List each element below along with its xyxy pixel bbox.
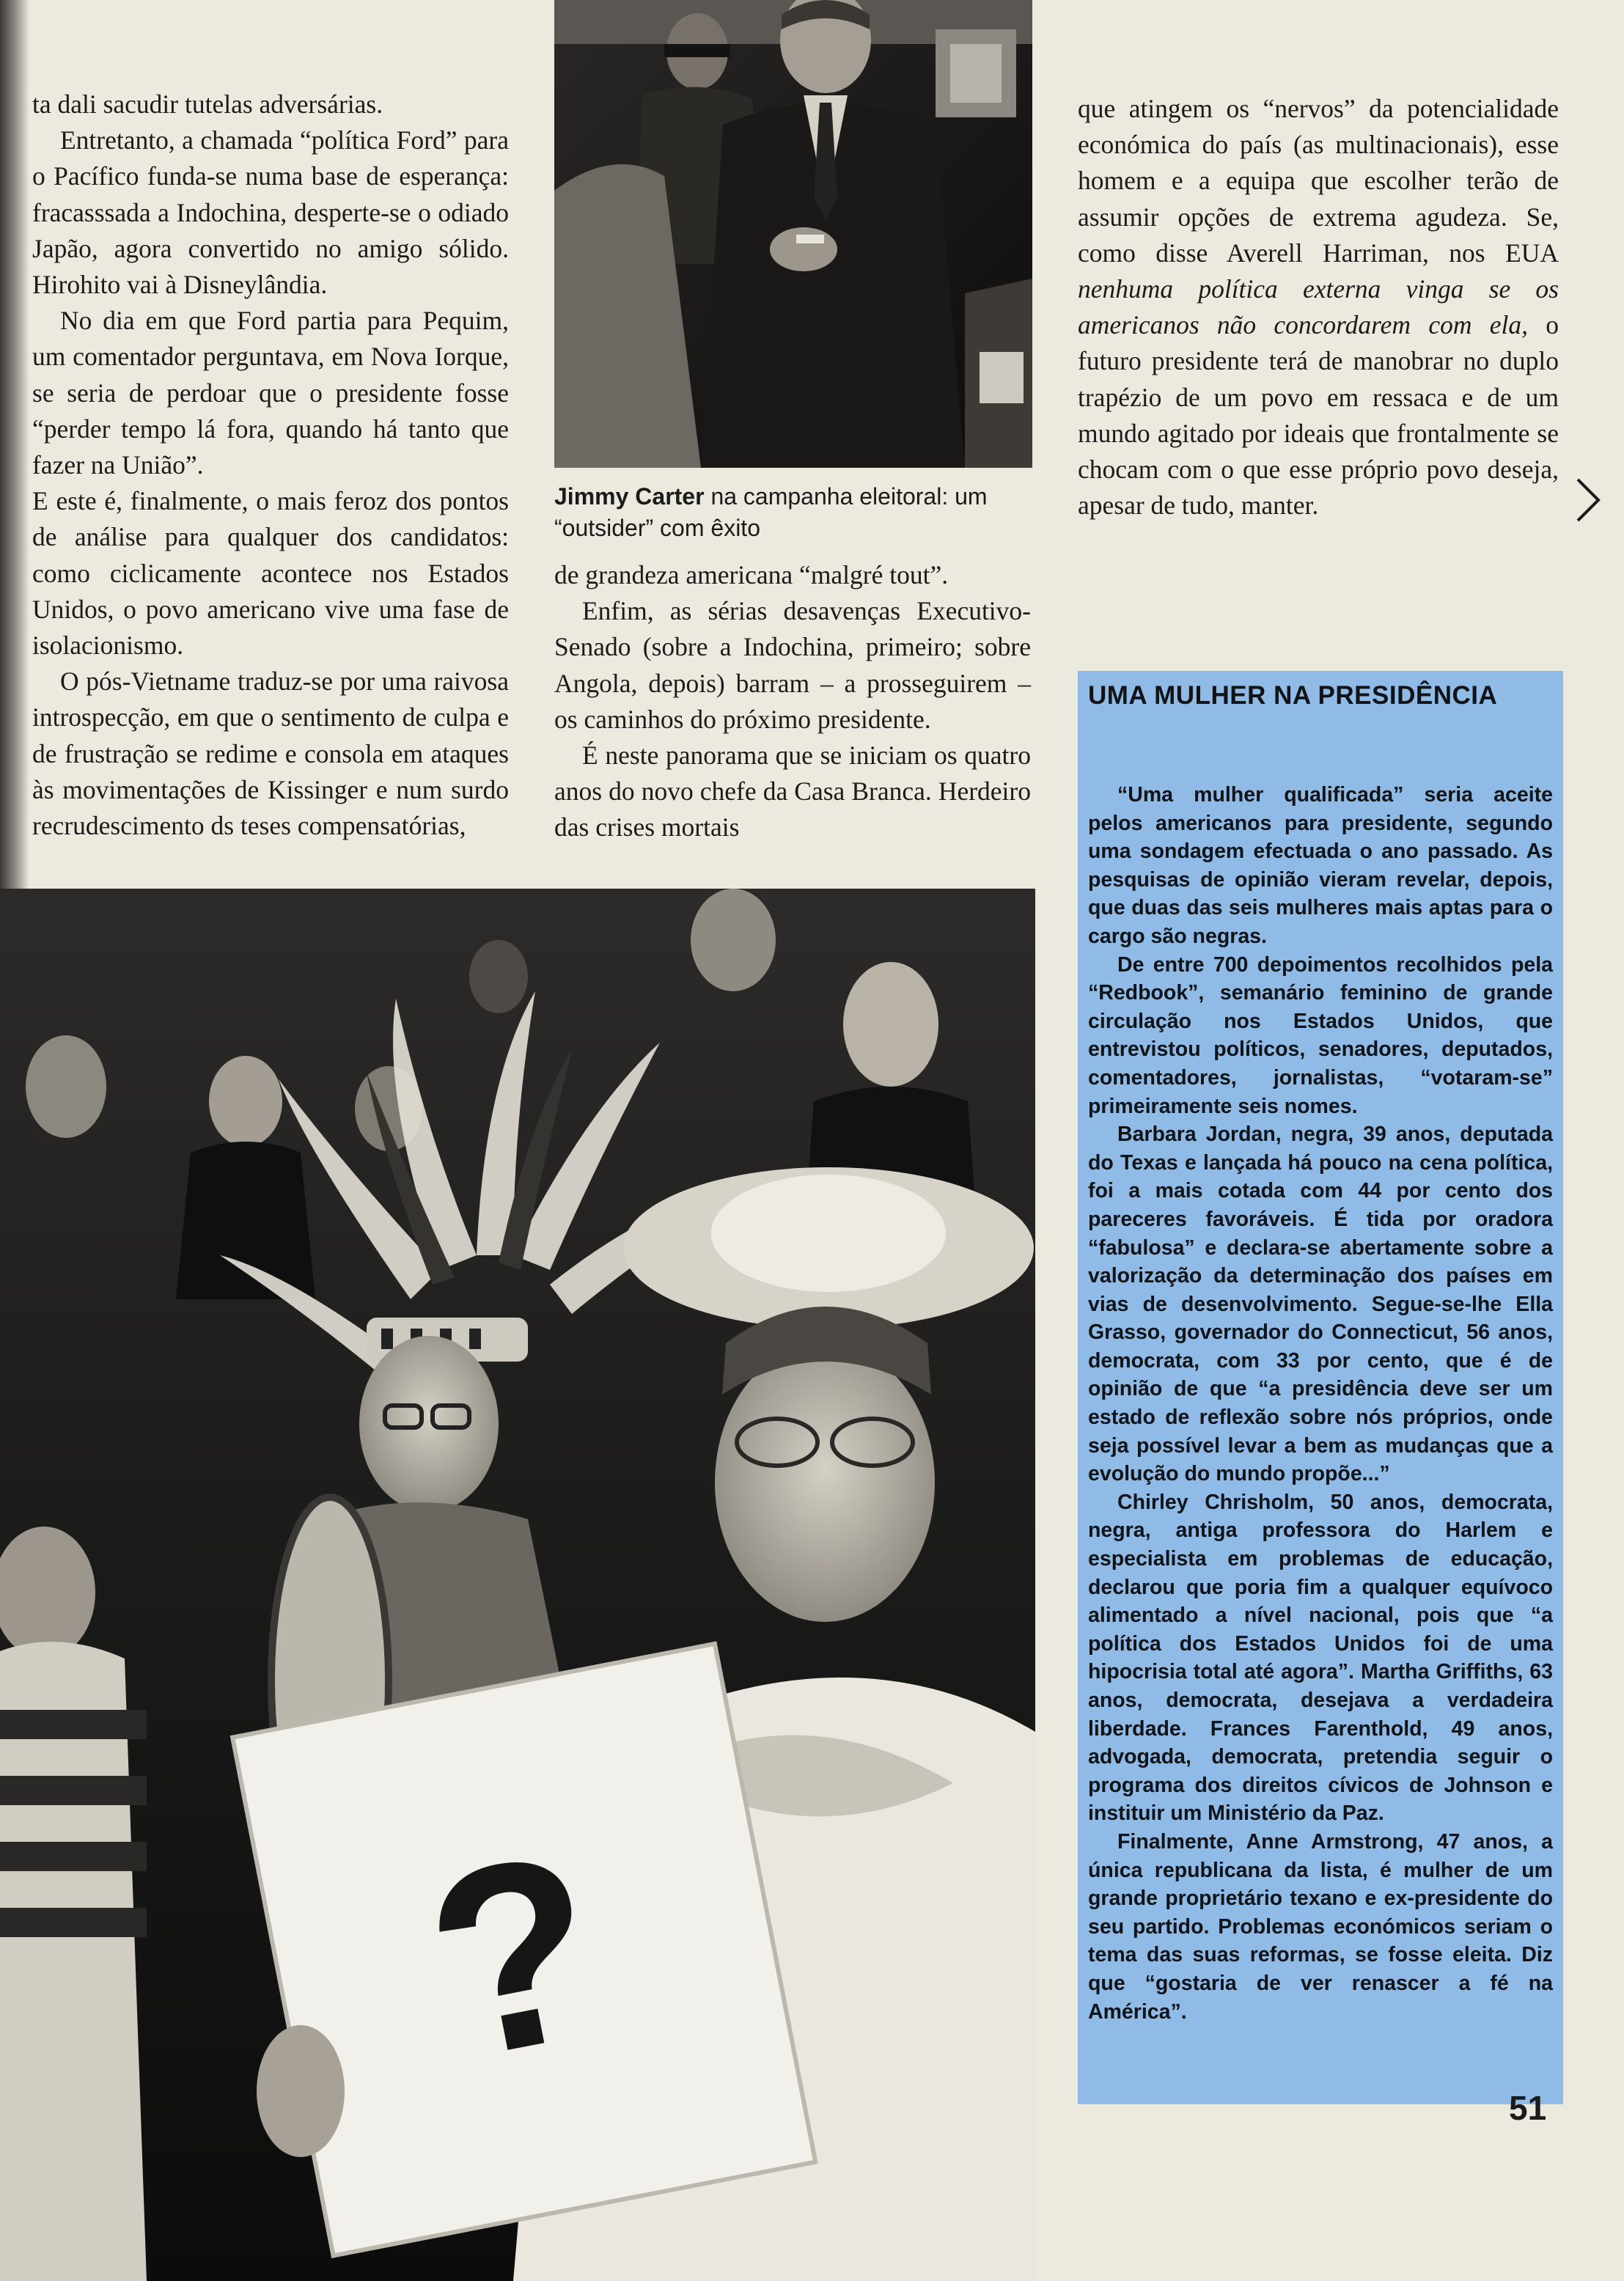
caption-text: na campanha eleitoral: um “outsider” com êxito — [554, 483, 988, 541]
photo-caption — [554, 481, 1038, 544]
caption-name: Jimmy Carter — [554, 483, 705, 510]
chevron-right-icon — [1573, 477, 1603, 524]
article-paragraph: E este é, finalmente, o mais feroz dos pontos de análise para qualquer dos candidatos: como ciclicamente acontece nos Estados Unidos, o povo americano vive uma fase de isolacionismo. — [32, 486, 509, 661]
article-column-right — [1078, 91, 1559, 524]
sidebar-title: UMA MULHER NA PRESIDÊNCIA — [1088, 681, 1498, 710]
article-column-left — [32, 87, 509, 844]
sidebar-paragraph: “Uma mulher qualificada” seria aceite pelos americanos para presidente, segundo uma sondagem efectuada o ano passado. As pesquisas de opinião vieram revelar, depois, que duas das seis mulheres mais aptas para o cargo são negras. — [1088, 783, 1553, 948]
sidebar-paragraph: Chirley Chrisholm, 50 anos, democrata, negra, antiga professora do Harlem e especialista em problemas de educação, declarou que poria fim a qualquer equívoco alimentado a nível nacional, pois que “a política dos Estados Unidos foi de uma hipocrisia total até agora”. Martha Griffiths, 63 anos, democrata, desejava a verdadeira liberdade. Frances Farenthold, 49 anos, advogada, democrata, pretendia seguir o programa dos direitos cívicos de Johnson e instituir um Ministério da Paz. — [1088, 1490, 1553, 1826]
article-paragraph: de grandeza americana “malgré tout”. — [554, 560, 949, 589]
article-quote-italic: nenhuma política externa vinga se os americanos não concordarem com ela, — [1078, 274, 1559, 340]
article-text: o futuro presidente terá de manobrar no duplo trapézio de um povo em ressaca e de um mundo agitado por ideais que frontalmente se chocam com o que esse próprio povo deseja, apesar de tudo, manter. — [1078, 310, 1559, 521]
photo-jimmy-carter-art — [554, 0, 1032, 468]
article-text: que atingem os “nervos” da potencialidade económica do país (as multinacionais), esse homem e a equipa que escolher terão de assumir opções de extrema agudeza. Se, como disse Averell Harriman, nos EUA — [1078, 94, 1559, 268]
article-paragraph: É neste panorama que se iniciam os quatro anos do novo chefe da Casa Branca. Herdeiro das crises mortais — [554, 741, 1031, 842]
article-paragraph: No dia em que Ford partia para Pequim, um comentador perguntava, em Nova Iorque, se seria de perdoar que o presidente fosse “perder tempo lá fora, quando há tanto que fazer na União”. — [32, 306, 509, 480]
article-paragraph: O pós-Vietname traduz-se por uma raivosa introspecção, em que o sentimento de culpa e de frustração se redime e consola em ataques às movimentações de Kissinger e num surdo recrudescimento ds teses compensatórias, — [32, 666, 509, 841]
photo-convention-crowd — [0, 889, 1035, 2281]
page-number: 51 — [1509, 2089, 1547, 2127]
article-paragraph: Enfim, as sérias desavenças Executivo-Senado (sobre a Indochina, primeiro; sobre Angola, depois) barram – a prosseguirem – os caminhos do próximo presidente. — [554, 596, 1031, 734]
article-paragraph: Entretanto, a chamada “política Ford” para o Pacífico funda-se numa base de esperança: fracasssada a Indochina, desperte-se o odiado Japão, agora convertido no amigo sólido. Hirohito vai à Disneylândia. — [32, 125, 509, 300]
sign-question-mark: ? — [406, 1796, 622, 2117]
photo-jimmy-carter — [554, 0, 1032, 468]
article-paragraph: ta dali sacudir tutelas adversárias. — [32, 89, 383, 119]
article-column-middle — [554, 557, 1031, 846]
sidebar-paragraph: De entre 700 depoimentos recolhidos pela “Redbook”, semanário feminino de grande circulação nos Estados Unidos, que entrevistou políticos, senadores, deputados, comentadores, jornalistas, “votaram-se” primeiramente seis nomes. — [1088, 952, 1553, 1118]
sidebar-body — [1088, 781, 1553, 2026]
sidebar-box — [1078, 671, 1563, 2104]
sidebar-paragraph: Finalmente, Anne Armstrong, 47 anos, a única republicana da lista, é mulher de um grande proprietário texano e ex-presidente do seu partido. Problemas económicos seriam o tema das suas reformas, se fosse eleita. Diz que “gostaria de ver renascer a fé na América”. — [1088, 1829, 1553, 2024]
sidebar-paragraph: Barbara Jordan, negra, 39 anos, deputada do Texas e lançada há pouco na cena política, foi a mais cotada com 44 por cento dos pareceres favoráveis. É tida por oradora “fabulosa” e declara-se abertamente sobre a valorização da determinação dos países em vias de desenvolvimento. Segue-se-lhe Ella Grasso, governador do Connecticut, 56 anos, democrata, com 33 por cento, que é de opinião de que “a presidência deve ser um estado de reflexão sobre nós próprios, onde seja possível levar a bem as mudanças que a evolução do mundo propõe...” — [1088, 1123, 1553, 1486]
article-paragraph — [1078, 91, 1559, 524]
photo-convention-crowd-art — [0, 889, 1035, 2281]
